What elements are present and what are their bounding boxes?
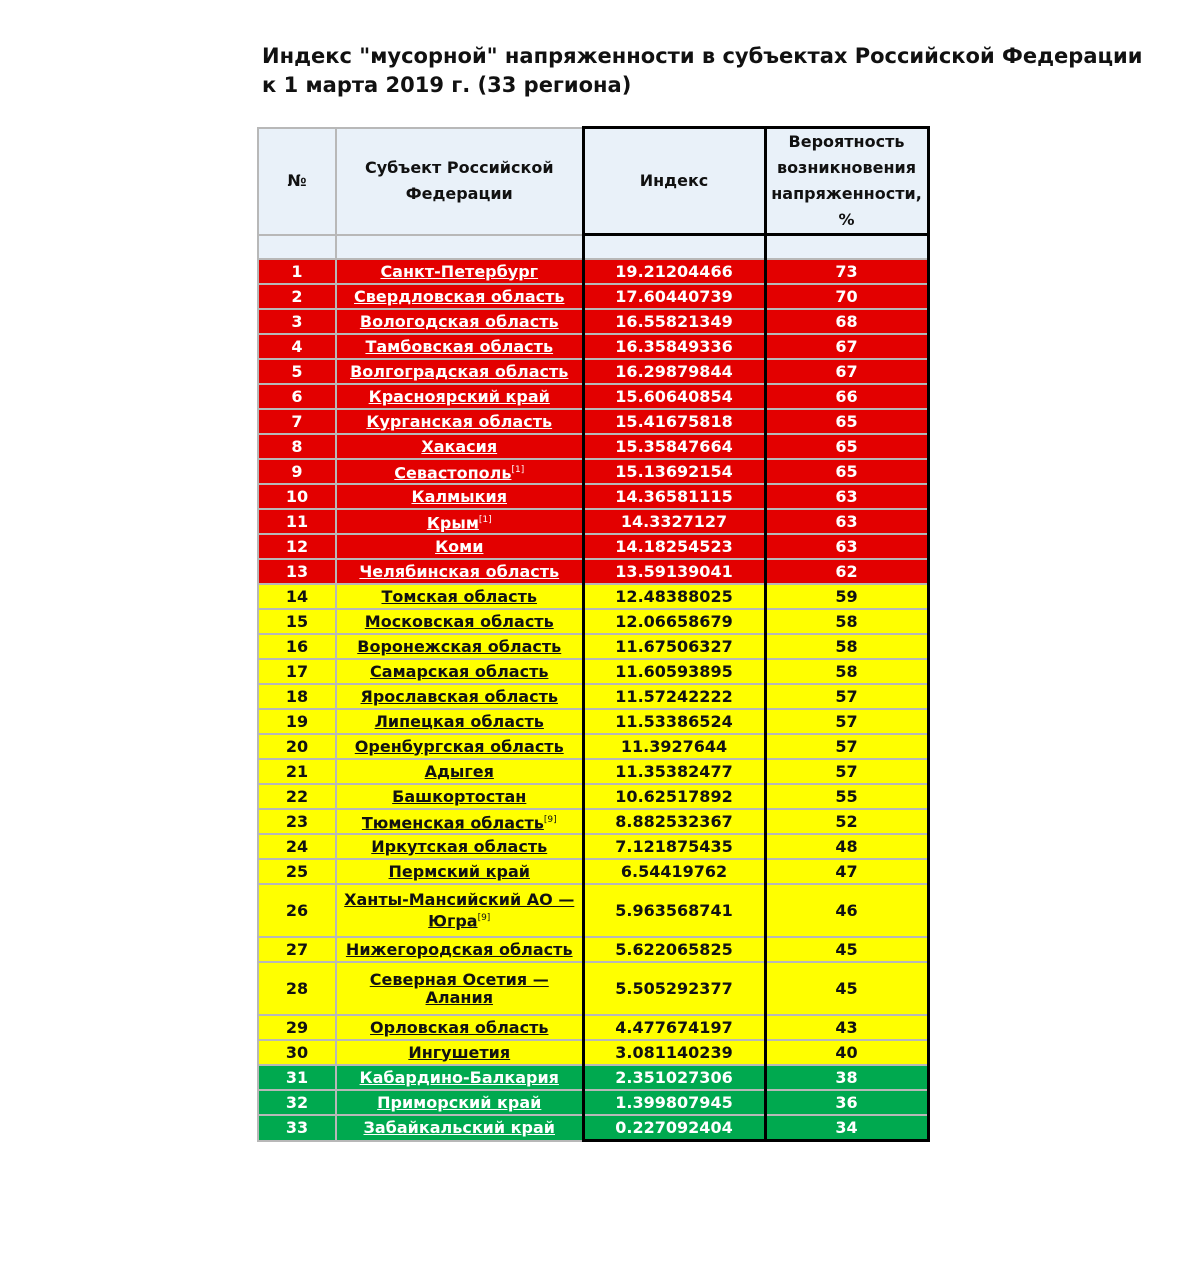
row-probability: 70: [765, 284, 928, 309]
row-probability: 40: [765, 1040, 928, 1065]
tension-index-table: [257, 126, 930, 1142]
row-index: 14.36581115: [583, 484, 765, 509]
row-probability: 48: [765, 834, 928, 859]
row-probability: 45: [765, 937, 928, 962]
region-link[interactable]: Хакасия: [421, 436, 498, 456]
table-row: [258, 434, 928, 459]
region-link[interactable]: Воронежская область: [357, 636, 562, 656]
row-index: 6.54419762: [583, 859, 765, 884]
row-probability: 47: [765, 859, 928, 884]
row-index: 17.60440739: [583, 284, 765, 309]
row-number: 22: [258, 784, 336, 809]
row-probability: 57: [765, 709, 928, 734]
table-row: [258, 1090, 928, 1115]
table-row: [258, 634, 928, 659]
row-subject: [336, 584, 583, 609]
region-link[interactable]: Вологодская область: [359, 311, 559, 331]
row-number: 20: [258, 734, 336, 759]
row-index: 1.399807945: [583, 1090, 765, 1115]
row-subject: [336, 634, 583, 659]
table-row: [258, 509, 928, 534]
row-subject: [336, 1015, 583, 1040]
header-subject: Субъект Российской Федерации: [336, 128, 583, 235]
row-probability: 62: [765, 559, 928, 584]
row-number: 14: [258, 584, 336, 609]
region-link[interactable]: Оренбургская область: [354, 736, 564, 756]
row-probability: 67: [765, 334, 928, 359]
row-index: 11.53386524: [583, 709, 765, 734]
region-link[interactable]: Курганская область: [366, 411, 553, 431]
region-link[interactable]: Тамбовская область: [365, 336, 554, 356]
row-number: 8: [258, 434, 336, 459]
row-number: 33: [258, 1115, 336, 1141]
row-number: 3: [258, 309, 336, 334]
row-number: 7: [258, 409, 336, 434]
row-probability: 55: [765, 784, 928, 809]
table-header-row: [258, 128, 928, 235]
row-subject: [336, 1115, 583, 1141]
row-subject: [336, 734, 583, 759]
table-row: [258, 937, 928, 962]
region-link[interactable]: Севастополь: [394, 463, 512, 483]
row-number: 9: [258, 459, 336, 484]
row-probability: 43: [765, 1015, 928, 1040]
table-row: [258, 534, 928, 559]
row-number: 31: [258, 1065, 336, 1090]
row-index: 16.29879844: [583, 359, 765, 384]
table-row: [258, 734, 928, 759]
region-link[interactable]: Волгоградская область: [350, 361, 569, 381]
region-link[interactable]: Коми: [435, 536, 484, 556]
table-row: [258, 859, 928, 884]
region-link[interactable]: Крым: [426, 513, 479, 533]
row-probability: 63: [765, 534, 928, 559]
row-number: 18: [258, 684, 336, 709]
page-title: [262, 42, 1142, 100]
row-subject: [336, 484, 583, 509]
table-row: [258, 259, 928, 284]
row-number: 12: [258, 534, 336, 559]
footnote-ref[interactable]: [1]: [478, 514, 492, 525]
row-subject: [336, 534, 583, 559]
row-index: 13.59139041: [583, 559, 765, 584]
region-link[interactable]: Приморский край: [377, 1092, 542, 1112]
row-probability: 45: [765, 962, 928, 1015]
row-subject: [336, 359, 583, 384]
spacer-cell: [336, 235, 583, 260]
row-subject: [336, 284, 583, 309]
region-link[interactable]: Забайкальский край: [363, 1117, 555, 1137]
region-link[interactable]: Орловская область: [370, 1017, 549, 1037]
region-link[interactable]: Пермский край: [388, 861, 530, 881]
row-probability: 58: [765, 634, 928, 659]
row-probability: 58: [765, 659, 928, 684]
region-link[interactable]: Ингушетия: [408, 1042, 511, 1062]
row-subject: [336, 809, 583, 834]
row-index: 5.622065825: [583, 937, 765, 962]
footnote-ref[interactable]: [1]: [511, 464, 525, 475]
row-subject: [336, 1090, 583, 1115]
row-index: 11.67506327: [583, 634, 765, 659]
row-number: 32: [258, 1090, 336, 1115]
row-index: 8.882532367: [583, 809, 765, 834]
row-index: 11.57242222: [583, 684, 765, 709]
row-probability: 46: [765, 884, 928, 937]
row-number: 15: [258, 609, 336, 634]
table-row: [258, 684, 928, 709]
table-body: [258, 259, 928, 1141]
region-link[interactable]: Челябинская область: [359, 561, 560, 581]
row-number: 27: [258, 937, 336, 962]
row-subject: [336, 509, 583, 534]
header-probability: Вероятность возникновения напряженности, %: [765, 128, 928, 235]
region-link[interactable]: Адыгея: [424, 761, 494, 781]
table-row: [258, 759, 928, 784]
region-link[interactable]: Кабардино-Балкария: [359, 1067, 559, 1087]
table-row: [258, 659, 928, 684]
table-row: [258, 1015, 928, 1040]
row-index: 12.48388025: [583, 584, 765, 609]
region-link[interactable]: Санкт-Петербург: [380, 261, 539, 281]
row-number: 6: [258, 384, 336, 409]
spacer-cell: [583, 235, 765, 260]
table-row: [258, 962, 928, 1015]
region-link[interactable]: Башкортостан: [392, 786, 527, 806]
table-row: [258, 559, 928, 584]
row-number: 5: [258, 359, 336, 384]
row-index: 11.60593895: [583, 659, 765, 684]
row-subject: [336, 784, 583, 809]
table-row: [258, 809, 928, 834]
table-row: [258, 1040, 928, 1065]
table-row: [258, 1115, 928, 1141]
row-probability: 65: [765, 409, 928, 434]
row-subject: [336, 834, 583, 859]
row-number: 2: [258, 284, 336, 309]
footnote-ref[interactable]: [9]: [543, 814, 557, 825]
row-index: 11.3927644: [583, 734, 765, 759]
row-index: 11.35382477: [583, 759, 765, 784]
table-header-spacer: [258, 235, 928, 260]
row-index: 16.35849336: [583, 334, 765, 359]
row-subject: [336, 659, 583, 684]
row-subject: [336, 609, 583, 634]
region-link[interactable]: Томская область: [381, 586, 538, 606]
region-link[interactable]: Иркутская область: [371, 836, 548, 856]
row-index: 12.06658679: [583, 609, 765, 634]
table-row: [258, 1065, 928, 1090]
table-row: [258, 384, 928, 409]
spacer-cell: [258, 235, 336, 260]
row-probability: 63: [765, 509, 928, 534]
table-row: [258, 784, 928, 809]
row-probability: 59: [765, 584, 928, 609]
table-row: [258, 459, 928, 484]
row-probability: 34: [765, 1115, 928, 1141]
row-index: 10.62517892: [583, 784, 765, 809]
footnote-ref[interactable]: [9]: [477, 912, 491, 923]
row-index: 2.351027306: [583, 1065, 765, 1090]
table-row: [258, 334, 928, 359]
row-subject: [336, 709, 583, 734]
table-row: [258, 609, 928, 634]
row-subject: [336, 684, 583, 709]
row-probability: 73: [765, 259, 928, 284]
row-index: 14.18254523: [583, 534, 765, 559]
row-subject: [336, 459, 583, 484]
row-probability: 52: [765, 809, 928, 834]
row-index: 19.21204466: [583, 259, 765, 284]
title-line-1: Индекс "мусорной" напряженности в субъектах Российской Федерации: [262, 44, 1143, 68]
row-probability: 65: [765, 459, 928, 484]
row-number: 21: [258, 759, 336, 784]
region-link[interactable]: Липецкая область: [374, 711, 544, 731]
row-number: 13: [258, 559, 336, 584]
row-number: 1: [258, 259, 336, 284]
row-index: 16.55821349: [583, 309, 765, 334]
region-link[interactable]: Ханты-Мансийский АО — Югра: [344, 889, 575, 931]
table-row: [258, 884, 928, 937]
row-probability: 68: [765, 309, 928, 334]
row-subject: [336, 384, 583, 409]
row-subject: [336, 962, 583, 1015]
row-probability: 67: [765, 359, 928, 384]
table-row: [258, 584, 928, 609]
row-probability: 57: [765, 734, 928, 759]
row-index: 7.121875435: [583, 834, 765, 859]
table-row: [258, 409, 928, 434]
row-subject: [336, 1040, 583, 1065]
row-probability: 57: [765, 684, 928, 709]
row-number: 4: [258, 334, 336, 359]
row-index: 0.227092404: [583, 1115, 765, 1141]
region-link[interactable]: Тюменская область: [361, 813, 544, 833]
row-index: 14.3327127: [583, 509, 765, 534]
row-subject: [336, 334, 583, 359]
region-link[interactable]: Московская область: [364, 611, 554, 631]
region-link[interactable]: Нижегородская область: [345, 939, 573, 959]
table-row: [258, 359, 928, 384]
region-link[interactable]: Северная Осетия — Алания: [369, 969, 549, 1007]
row-number: 19: [258, 709, 336, 734]
row-subject: [336, 434, 583, 459]
row-probability: 58: [765, 609, 928, 634]
row-number: 29: [258, 1015, 336, 1040]
row-index: 4.477674197: [583, 1015, 765, 1040]
row-number: 24: [258, 834, 336, 859]
row-probability: 65: [765, 434, 928, 459]
row-subject: [336, 309, 583, 334]
row-index: 5.963568741: [583, 884, 765, 937]
row-number: 26: [258, 884, 336, 937]
region-link[interactable]: Свердловская область: [354, 286, 565, 306]
row-index: 15.35847664: [583, 434, 765, 459]
row-subject: [336, 409, 583, 434]
row-probability: 63: [765, 484, 928, 509]
row-number: 16: [258, 634, 336, 659]
row-subject: [336, 937, 583, 962]
table-row: [258, 834, 928, 859]
row-subject: [336, 759, 583, 784]
table-row: [258, 709, 928, 734]
row-probability: 36: [765, 1090, 928, 1115]
row-subject: [336, 1065, 583, 1090]
table-row: [258, 284, 928, 309]
row-number: 25: [258, 859, 336, 884]
region-link[interactable]: Красноярский край: [368, 386, 550, 406]
region-link[interactable]: Самарская область: [370, 661, 549, 681]
row-subject: [336, 559, 583, 584]
row-index: 15.13692154: [583, 459, 765, 484]
title-line-2: к 1 марта 2019 г. (33 региона): [262, 73, 632, 97]
row-probability: 57: [765, 759, 928, 784]
row-subject: [336, 884, 583, 937]
region-link[interactable]: Калмыкия: [411, 486, 507, 506]
row-number: 28: [258, 962, 336, 1015]
row-number: 17: [258, 659, 336, 684]
row-subject: [336, 259, 583, 284]
row-number: 10: [258, 484, 336, 509]
spacer-cell: [765, 235, 928, 260]
header-index: Индекс: [583, 128, 765, 235]
row-index: 3.081140239: [583, 1040, 765, 1065]
table-row: [258, 309, 928, 334]
row-index: 15.60640854: [583, 384, 765, 409]
row-probability: 38: [765, 1065, 928, 1090]
row-number: 23: [258, 809, 336, 834]
row-number: 11: [258, 509, 336, 534]
row-index: 5.505292377: [583, 962, 765, 1015]
row-subject: [336, 859, 583, 884]
row-number: 30: [258, 1040, 336, 1065]
header-number: №: [258, 128, 336, 235]
row-index: 15.41675818: [583, 409, 765, 434]
row-probability: 66: [765, 384, 928, 409]
region-link[interactable]: Ярославская область: [360, 686, 558, 706]
table-row: [258, 484, 928, 509]
